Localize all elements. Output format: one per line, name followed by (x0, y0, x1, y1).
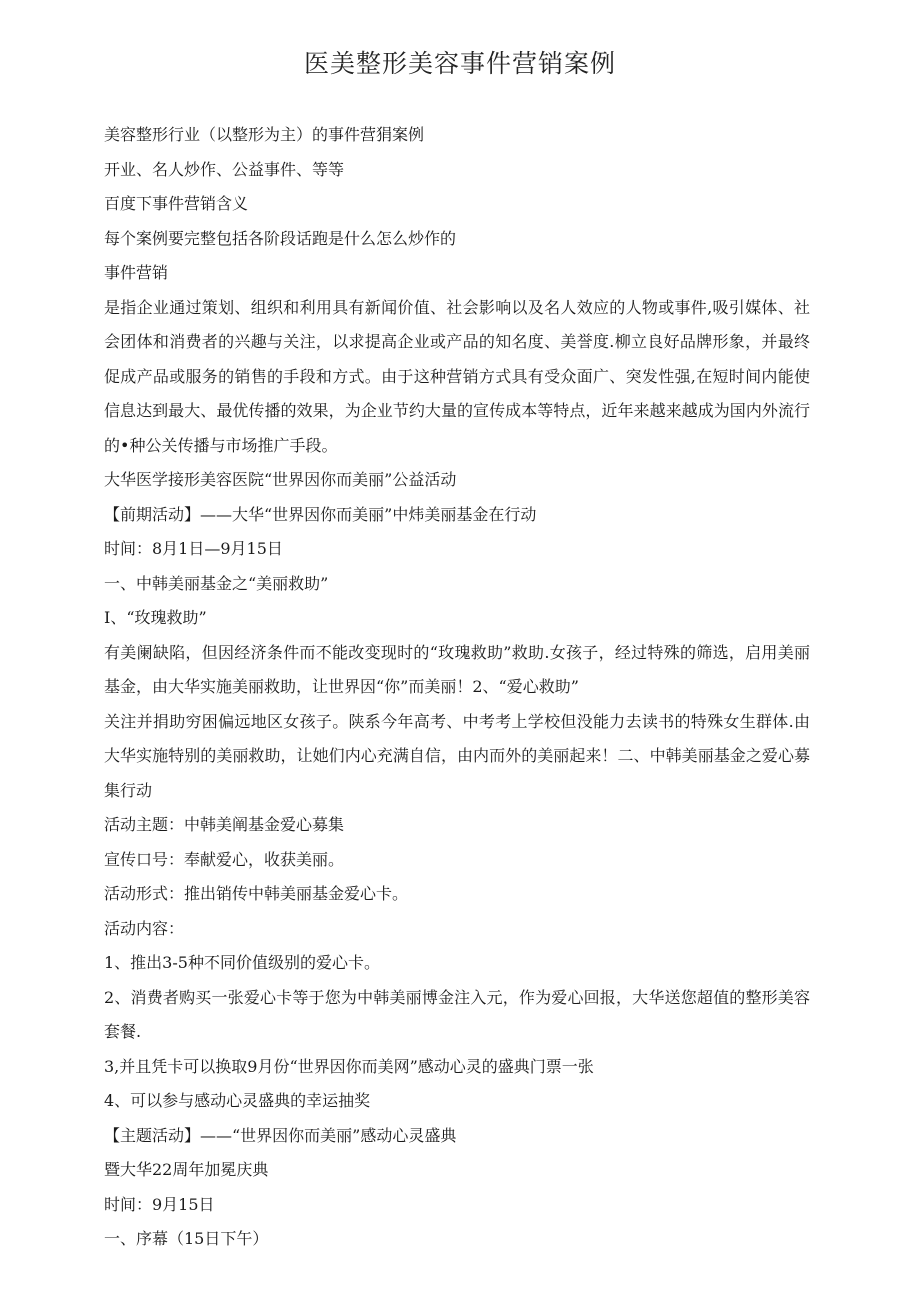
paragraph-main-activity: 【主题活动】——“世界因你而美丽”感动心灵盛典 (104, 1125, 457, 1145)
paragraph-anniversary: 暨大华22周年加冕庆典 (104, 1160, 269, 1179)
paragraph-requirement: 每个案例要完整包括各阶段话跑是什么怎么炒作的 (104, 228, 457, 248)
paragraph-rose-rescue: I、“玫瑰救助” (104, 608, 207, 627)
paragraph-rose-rescue-detail: 有美阑缺陷，但因经济条件而不能改变现时的“玫瑰救助”救助.女孩子，经过特殊的筛选，启用美丽基金，由大华实施美丽救助，让世界因“你”而美丽！2、“爱心救助” (104, 642, 810, 696)
paragraph-item-1: 1、推出3-5种不同价值级别的爱心卡。 (104, 953, 380, 972)
paragraph-intro-heading: 美容整形行业（以整形为主）的事件营狷案例 (104, 125, 425, 144)
paragraph-event-marketing-heading: 事件营销 (104, 263, 169, 282)
paragraph-baidu-meaning: 百度下事件营销含义 (104, 194, 249, 213)
document-body (104, 118, 810, 1257)
paragraph-love-rescue-detail: 关注并捐助穷困偏远地区女孩子。陕系今年高考、中考考上学校但没能力去读书的特殊女生群体.由大华实施特别的美丽救助，让她们内心充满自信，由内而外的美丽起来！二、中韩美丽基金之爱心募集行动 (104, 711, 810, 800)
paragraph-item-4: 4、可以参与感动心灵盛典的幸运抽奖 (104, 1091, 371, 1110)
paragraph-main-time: 时间：9月15日 (104, 1194, 215, 1214)
paragraph-early-activity: 【前期活动】——大华“世界因你而美丽”中炜美丽基金在行动 (104, 504, 537, 524)
paragraph-activity-theme: 活动主题：中韩美阐基金爱心募集 (104, 815, 345, 834)
paragraph-activity-content: 活动内容： (104, 918, 185, 938)
document-title: 医美整形美容事件营销案例 (303, 49, 616, 78)
paragraph-event-marketing-definition: 是指企业通过策划、组织和利用具有新闻价值、社会影响以及名人效应的人物或事件,吸引媒体、社会团体和消费者的兴趣与关注，以求提高企业或产品的知名度、美誉度.柳立良好品牌形象，并最终促成产品或服务的销售的手段和方式。由于这种营销方式具有受众面广、突发性强,在短时间内能使信息达到最大、最优传播的效果，为企业节约大量的宣传成本等特点，近年来越来越成为国内外流行的•种公关传播与市场推广手段。 (104, 297, 810, 455)
paragraph-slogan: 宣传口号：奉献爱心，收获美丽。 (104, 849, 345, 869)
paragraph-types: 开业、名人炒作、公益事件、等等 (104, 159, 345, 179)
paragraph-activity-form: 活动形式：推出销传中韩美丽基金爱心卡。 (104, 884, 409, 903)
paragraph-early-time: 时间：8月1日—9月15日 (104, 539, 283, 558)
paragraph-prelude: 一、序幕（15日下午） (104, 1229, 269, 1248)
paragraph-item-2: 2、消费者购买一张爱心卡等于您为中韩美丽博金注入元，作为爱心回报，大华送您超值的整形美容套餐. (104, 987, 810, 1041)
paragraph-section-one: 一、中韩美丽基金之“美丽救助” (104, 573, 329, 593)
paragraph-item-3: 3,并且凭卡可以换取9月份“世界因你而美网”感动心灵的盛典门票一张 (104, 1056, 594, 1076)
paragraph-campaign-title: 大华医学接形美容医院“世界因你而美丽”公益活动 (104, 470, 457, 489)
